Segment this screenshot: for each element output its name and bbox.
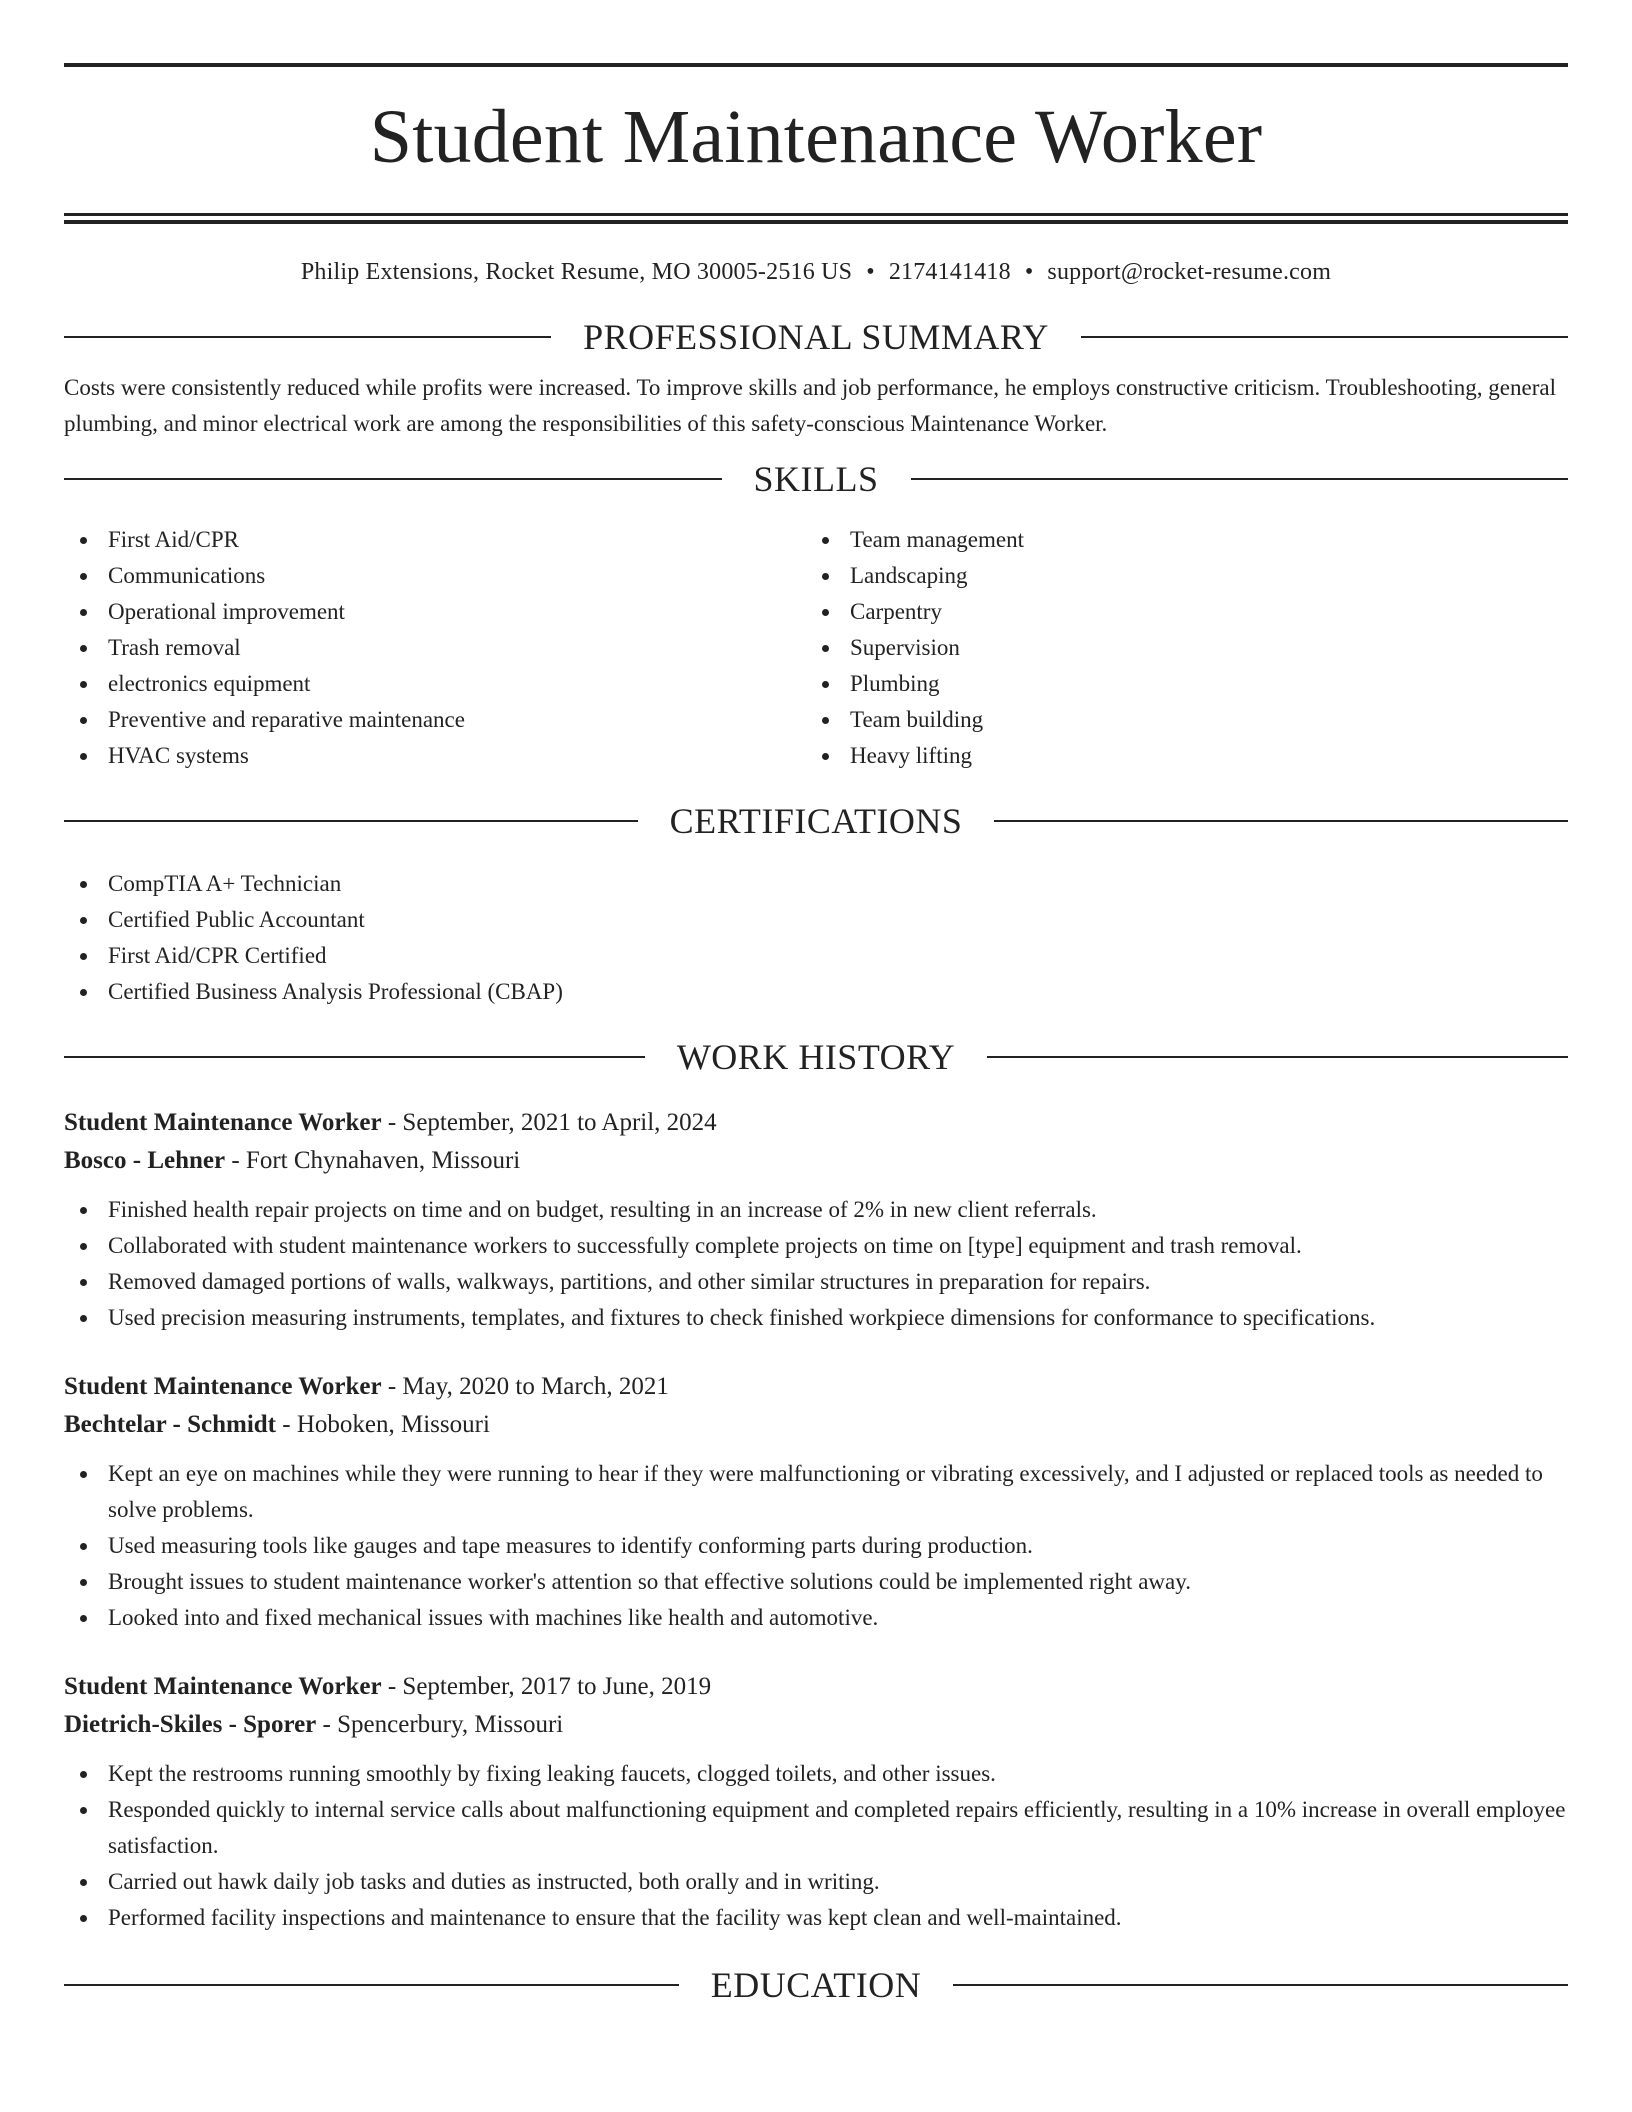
job-duty-item: Collaborated with student maintenance workers to successfully complete projects on time on [type] equipment and trash removal.	[64, 1228, 1568, 1264]
job-duty-item: Finished health repair projects on time and on budget, resulting in an increase of 2% in new client referrals.	[64, 1192, 1568, 1228]
section-rule-left	[64, 820, 638, 822]
section-header-skills	[64, 456, 1568, 502]
certification-item: CompTIA A+ Technician	[64, 866, 1568, 902]
section-header-summary	[64, 314, 1568, 360]
job-entry	[64, 1368, 1568, 1636]
contact-email[interactable]: support@rocket-resume.com	[1047, 259, 1332, 285]
job-duty-item: Looked into and fixed mechanical issues with machines like health and automotive.	[64, 1600, 1568, 1636]
section-rule-right	[953, 1984, 1568, 1986]
section-rule-right	[987, 1056, 1568, 1058]
job-company-line	[64, 1406, 1568, 1444]
job-duties	[64, 1756, 1568, 1936]
title-double-rule	[64, 213, 1568, 224]
contact-address: Philip Extensions, Rocket Resume, MO 30005-2516 US	[300, 259, 853, 285]
skills-column-left	[64, 522, 806, 774]
job-title-line	[64, 1104, 1568, 1142]
skill-item: Preventive and reparative maintenance	[64, 702, 806, 738]
contact-phone[interactable]: 2174141418	[888, 259, 1011, 285]
skill-item: Carpentry	[806, 594, 1548, 630]
skills-list	[64, 522, 1568, 774]
job-duty-item: Removed damaged portions of walls, walkways, partitions, and other similar structures in preparation for repairs.	[64, 1264, 1568, 1300]
skill-item: HVAC systems	[64, 738, 806, 774]
job-location: - Fort Chynahaven, Missouri	[225, 1147, 521, 1174]
section-rule-left	[64, 478, 722, 480]
job-duty-item: Used precision measuring instruments, templates, and fixtures to check finished workpiece dimensions for conformance to specifications.	[64, 1300, 1568, 1336]
skills-column-right	[806, 522, 1548, 774]
job-duty-item: Used measuring tools like gauges and tape measures to identify conforming parts during production.	[64, 1528, 1568, 1564]
summary-text: Costs were consistently reduced while profits were increased. To improve skills and job performance, he employs constructive criticism. Troubleshooting, general plumbing, and minor electrical work are among the responsibilities of this safety-conscious Maintenance Worker.	[64, 375, 1556, 436]
job-duty-item: Brought issues to student maintenance worker's attention so that effective solutions could be implemented right away.	[64, 1564, 1568, 1600]
section-title-summary: PROFESSIONAL SUMMARY	[583, 317, 1049, 357]
job-title-line	[64, 1668, 1568, 1706]
job-entry	[64, 1668, 1568, 1936]
job-company-line	[64, 1706, 1568, 1744]
skill-item: Operational improvement	[64, 594, 806, 630]
job-company: Bechtelar - Schmidt	[64, 1411, 277, 1438]
section-title-work-history: WORK HISTORY	[676, 1037, 956, 1077]
skill-item: Heavy lifting	[806, 738, 1548, 774]
certifications-list	[64, 866, 1568, 1010]
skill-item: Plumbing	[806, 666, 1548, 702]
section-rule-left	[64, 1984, 679, 1986]
job-duties	[64, 1192, 1568, 1336]
skill-item: Trash removal	[64, 630, 806, 666]
job-duty-item: Kept an eye on machines while they were running to hear if they were malfunctioning or vibrating excessively, and I adjusted or replaced tools as needed to solve problems.	[64, 1456, 1568, 1528]
section-rule-left	[64, 1056, 645, 1058]
skill-item: Landscaping	[806, 558, 1548, 594]
section-rule-left	[64, 336, 551, 338]
section-rule-right	[911, 478, 1569, 480]
skill-item: Communications	[64, 558, 806, 594]
job-company: Bosco - Lehner	[64, 1147, 226, 1174]
contact-separator: •	[1024, 259, 1034, 285]
contact-line	[64, 256, 1568, 288]
certification-item: Certified Business Analysis Professional (CBAP)	[64, 974, 1568, 1010]
job-title: Student Maintenance Worker	[64, 1373, 382, 1400]
job-duty-item: Carried out hawk daily job tasks and duties as instructed, both orally and in writing.	[64, 1864, 1568, 1900]
job-company-line	[64, 1142, 1568, 1180]
section-header-certifications	[64, 798, 1568, 844]
job-title: Student Maintenance Worker	[64, 1109, 382, 1136]
job-dates: - May, 2020 to March, 2021	[381, 1373, 669, 1400]
job-dates: - September, 2017 to June, 2019	[381, 1673, 712, 1700]
job-dates: - September, 2021 to April, 2024	[381, 1109, 717, 1136]
job-entry	[64, 1104, 1568, 1336]
skill-item: First Aid/CPR	[64, 522, 806, 558]
job-title-line	[64, 1368, 1568, 1406]
job-duty-item: Kept the restrooms running smoothly by fixing leaking faucets, clogged toilets, and other issues.	[64, 1756, 1568, 1792]
job-location: - Spencerbury, Missouri	[316, 1711, 564, 1738]
section-header-education	[64, 1962, 1568, 2008]
section-title-education: EDUCATION	[710, 1965, 922, 2005]
job-company: Dietrich-Skiles - Sporer	[64, 1711, 317, 1738]
job-title: Student Maintenance Worker	[64, 1673, 382, 1700]
certification-item: First Aid/CPR Certified	[64, 938, 1568, 974]
resume-title: Student Maintenance Worker	[369, 95, 1263, 179]
skill-item: Team building	[806, 702, 1548, 738]
section-title-certifications: CERTIFICATIONS	[669, 801, 963, 841]
job-duty-item: Performed facility inspections and maintenance to ensure that the facility was kept clean and well-maintained.	[64, 1900, 1568, 1936]
contact-separator: •	[866, 259, 875, 285]
skill-item: electronics equipment	[64, 666, 806, 702]
section-header-work-history	[64, 1034, 1568, 1080]
job-duty-item: Responded quickly to internal service calls about malfunctioning equipment and completed repairs efficiently, resulting in a 10% increase in overall employee satisfaction.	[64, 1792, 1568, 1864]
job-duties	[64, 1456, 1568, 1636]
section-title-skills: SKILLS	[753, 459, 879, 499]
job-location: - Hoboken, Missouri	[276, 1411, 490, 1438]
skill-item: Team management	[806, 522, 1548, 558]
section-rule-right	[1081, 336, 1568, 338]
skill-item: Supervision	[806, 630, 1548, 666]
top-rule	[64, 63, 1568, 67]
section-rule-right	[994, 820, 1568, 822]
certification-item: Certified Public Accountant	[64, 902, 1568, 938]
resume-page	[64, 0, 1568, 2008]
